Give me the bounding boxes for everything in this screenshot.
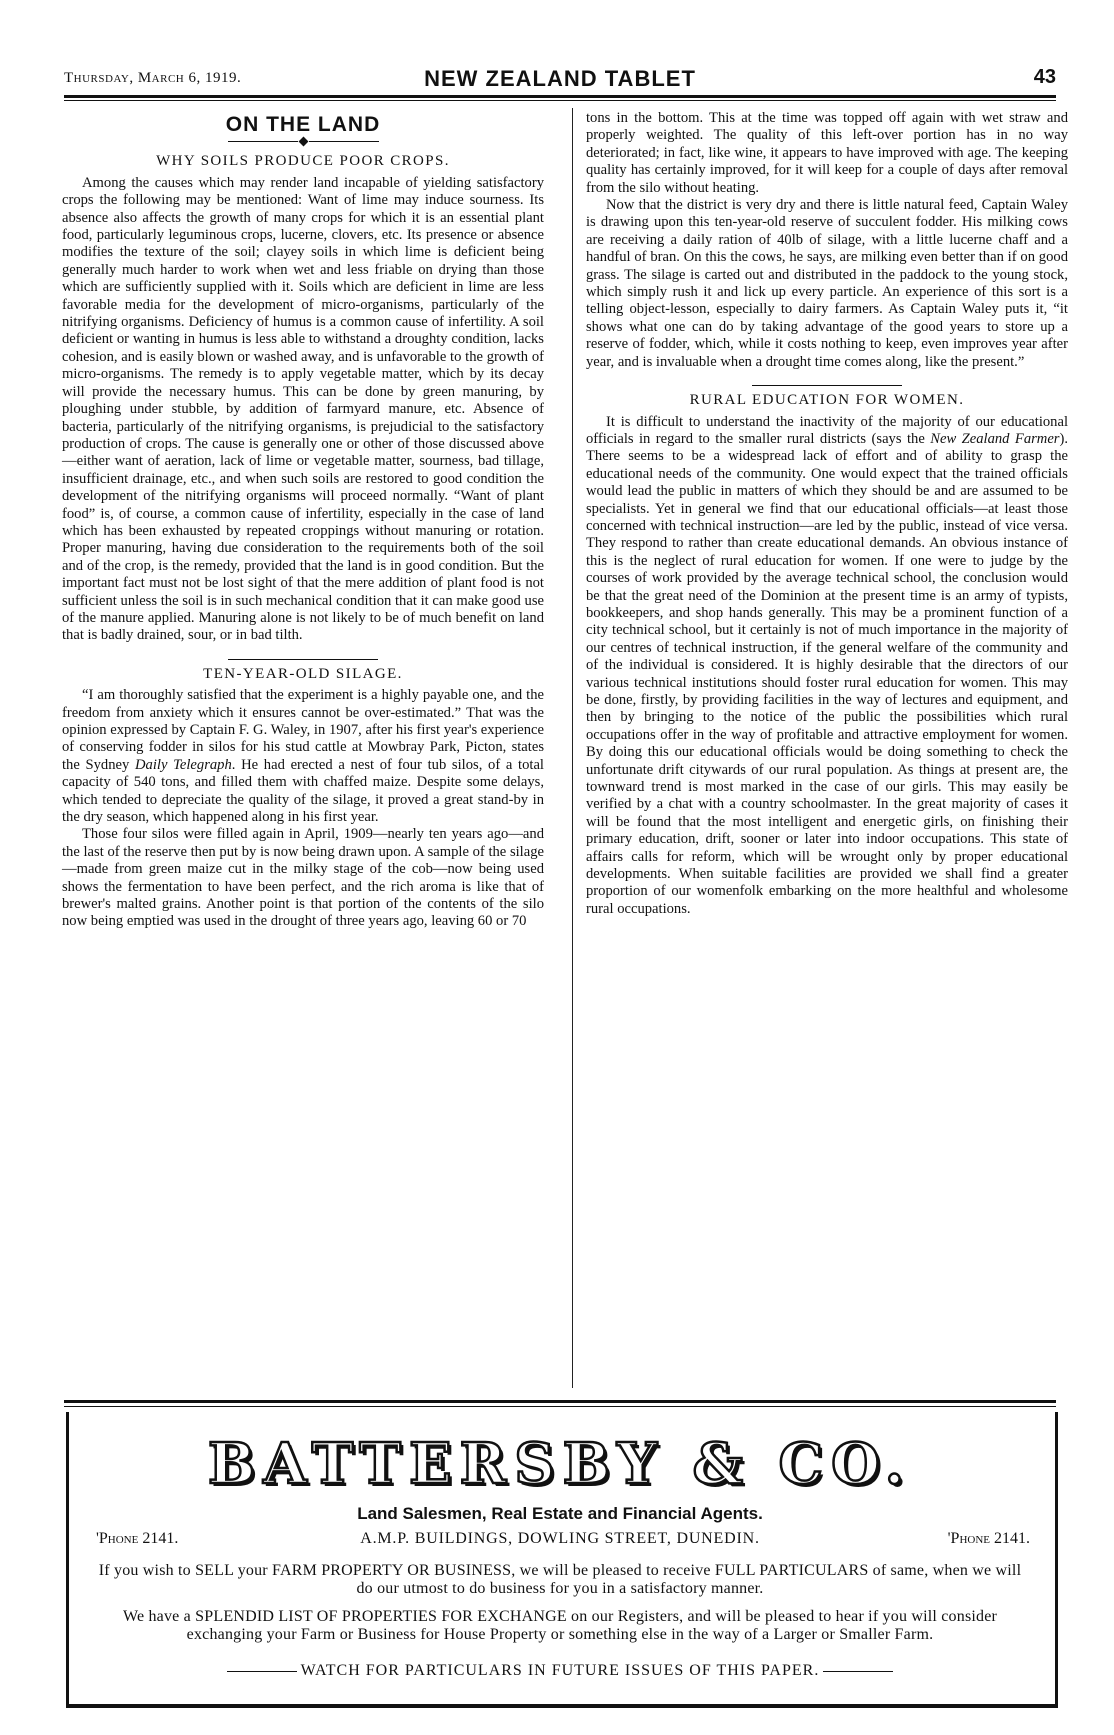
right-column — [586, 110, 1068, 1385]
article-paragraph: Now that the district is very dry and there is little natural feed, Captain Waley is drawing upon this ten-year-old reserve of succulent fodder. His milking cows are receiving a daily ration of 40lb of silage, with a little lucerne chaff and a handful of bran. On this the cows, he says, are milking even better than if on good grass. The silage is carted out and distributed in the paddock to the young stock, which simply rush it and lick up every particle. An experience of this sort is a telling object-lesson, especially to dairy farmers. As Captain Waley puts it, “it shows what one can do by taking advantage of the good years to store up a reserve of fodder, which, while it costs nothing to keep, even improves year after year, and is invaluable when a drought time comes along, like the present.” — [586, 197, 1068, 370]
advert-address: A.M.P. BUILDINGS, DOWLING STREET, DUNEDIN. — [360, 1530, 760, 1547]
advert-address-row — [90, 1530, 1030, 1552]
article-separator — [752, 385, 902, 386]
article-paragraph: It is difficult to understand the inactivity of the majority of our educational officials in regard to the smaller rural districts (says the New Zealand Farmer). There seems to be a widespread lack of effort and of ability to grasp the educational needs of the community. One would expect that the trained officials would lead the public in matters of which they should be and are assumed to be specialists. Yet in general we find that our educational officials—at least those concerned with technical instruction—are led by the public, instead of vice versa. They respond to rather than create educational demands. An obvious instance of this is the neglect of rural education for women. If one were to judge by the courses of work provided by the average technical school, the conclusion would be that the great need of the Dominion at the present time is an army of typists, bookkeepers, and shop hands generally. This may be a prominent function of a city technical school, but it certainly is not of much importance in the majority of our centres of technical instruction, if the general welfare of the community and of the individual is considered. It is highly desirable that the directors of our various technical institutions should foster rural education for women. This may be done, firstly, by providing facilities in the way of lectures and equipment, and then by bringing to the notice of the public the possibilities which rural occupations offer in the way of profitable and attractive employment for women. By doing this our educational officials would be doing something to check the unfortunate drift citywards of our rural population. As things at present are, the townward trend is most marked in the case of our girls. This may easily be verified by a chat with a country schoolmaster. In the great majority of cases it will be found that the most intelligent and energetic girls, on finishing their primary education, drift, sooner or later into indoor occupations. This state of affairs calls for reform, which will be wrought only by proper educational developments. When suitable facilities are provided we shall find a greater proportion of our womenfolk embarking on the more healthful and wholesome rural occupations. — [586, 413, 1069, 917]
article-separator — [228, 659, 378, 660]
article-paragraph: “I am thoroughly satisfied that the experiment is a highly payable one, and the freedom from anxiety which it ensures cannot be over-estimated.” That was the opinion expressed by Captain F. G. Waley, in 1907, after his first year's experience of conserving fodder in silos for his stud cattle at Mowbray Park, Picton, states the Sydney Daily Telegraph. He had erected a nest of four tub silos, of a total capacity of 540 tons, and filled them with chaffed maize. Despite some delays, which tended to depreciate the quality of the silage, it proved a great stand-by in the dry season, which happened along in his first year. — [62, 687, 544, 826]
article-paragraph: tons in the bottom. This at the time was topped off again with wet straw and properly weighted. The quality of this left-over portion has in no way deteriorated; in fact, like wine, it appears to have improved with age. The keeping quality has certainly improved, for it will keep for a couple of days after removal from the silo without heating. — [586, 110, 1068, 196]
article-title-soils: WHY SOILS PRODUCE POOR CROPS. — [156, 153, 450, 170]
page-number: 43 — [1033, 66, 1056, 88]
article-paragraph: Those four silos were filled again in April, 1909—nearly ten years ago—and the last of the reserve then put by is now being drawn upon. A sample of the silage—made from green maize cut in the milky stage of the cob—now being used shows the fermentation to have been perfect, and the rich aroma is like that of brewer's malted grains. Another point is that portion of the contents of the silo now being emptied was used in the drought of three years ago, leaving 60 or 70 — [62, 826, 544, 930]
publication-title: NEW ZEALAND TABLET — [424, 66, 696, 91]
page-header — [64, 64, 1056, 94]
header-rule-thick — [64, 95, 1056, 98]
advert-rule-thin — [64, 1406, 1056, 1407]
advert-watch-text: WATCH FOR PARTICULARS IN FUTURE ISSUES OF THIS PAPER. — [300, 1662, 820, 1679]
column-divider — [572, 108, 573, 1388]
article-paragraph: Among the causes which may render land incapable of yielding satisfactory crops the following may be mentioned: Want of lime may induce sourness. Its absence also affects the growth of many crops for which it is an essential plant food, particularly leguminous crops, lucerne, clovers, etc. Its presence or absence modifies the texture of the soil; clayey soils in which lime is deficient being generally much harder to work when wet and less friable on drying than those which are sufficiently supplied with it. Soils which are deficient in lime are less favorable media for the development of micro-organisms, particularly of the nitrifying organisms. Deficiency of humus is a common cause of infertility. A soil deficient or wanting in humus is less able to withstand a droughty condition, lacks cohesion, and is easily blown or washed away, and is unfavorable to the growth of micro-organisms. The remedy is to apply vegetable matter, which by its decay will provide the necessary humus. This can be done by green manuring, by ploughing under stubble, by addition of farmyard manure, etc. Absence of bacteria, particularly of the nitrifying organisms, is prejudicial to the satisfactory production of crops. The cause is generally one or other of those discussed above—either want of aeration, lack of lime or vegetable matter, sourness, bad tillage, insufficient drainage, etc., and when such soils are restored to good condition the development of the nitrifying organisms will proceed normally. “Want of plant food” is, of course, a common cause of infertility, especially in the case of land which has been exhausted by repeated croppings without manuring or rotation. Proper manuring, having due consideration to the requirements both of the soil and of the crop, is the remedy, provided that the land is in good condition. But the important fact must not be lost sight of that the mere addition of plant food is not sufficient unless the soil is in such mechanical condition that it can make good use of the manure applied. Manuring alone is not likely to be of much benefit on land that is badly drained, sour, or in bad tilth. — [62, 174, 544, 644]
advert-phone-right: 'Phone 2141. — [947, 1530, 1030, 1547]
advert-phone-left: 'Phone 2141. — [96, 1530, 179, 1547]
diamond-icon — [298, 136, 308, 146]
advert-subtitle: Land Salesmen, Real Estate and Financial Agents. — [357, 1504, 763, 1523]
advert-company-name: BATTERSBY & CO. — [207, 1431, 913, 1497]
left-column — [62, 110, 544, 1385]
advert-paragraph-sell: If you wish to SELL your FARM PROPERTY OR BUSINESS, we will be pleased to receive FULL PARTICULARS of same, when we will do our utmost to do business for you in a satisfactory manner. — [98, 1562, 1022, 1597]
article-title-silage: TEN-YEAR-OLD SILAGE. — [203, 665, 403, 682]
article-title-rural: RURAL EDUCATION FOR WOMEN. — [689, 392, 965, 409]
advert-rule-thick — [64, 1400, 1056, 1403]
header-rule-thin — [64, 100, 1056, 101]
advertisement — [90, 1412, 1030, 1680]
ornament-divider — [62, 135, 544, 147]
advert-watch-line — [90, 1662, 1030, 1680]
section-title: ON THE LAND — [225, 113, 381, 136]
issue-date: Thursday, March 6, 1919. — [64, 70, 242, 86]
advert-paragraph-exchange: We have a SPLENDID LIST OF PROPERTIES FOR EXCHANGE on our Registers, and will be pleased to hear if you will consider exchanging your Farm or Business for House Property or something else in the way of a Larger or Smaller Farm. — [122, 1608, 998, 1643]
